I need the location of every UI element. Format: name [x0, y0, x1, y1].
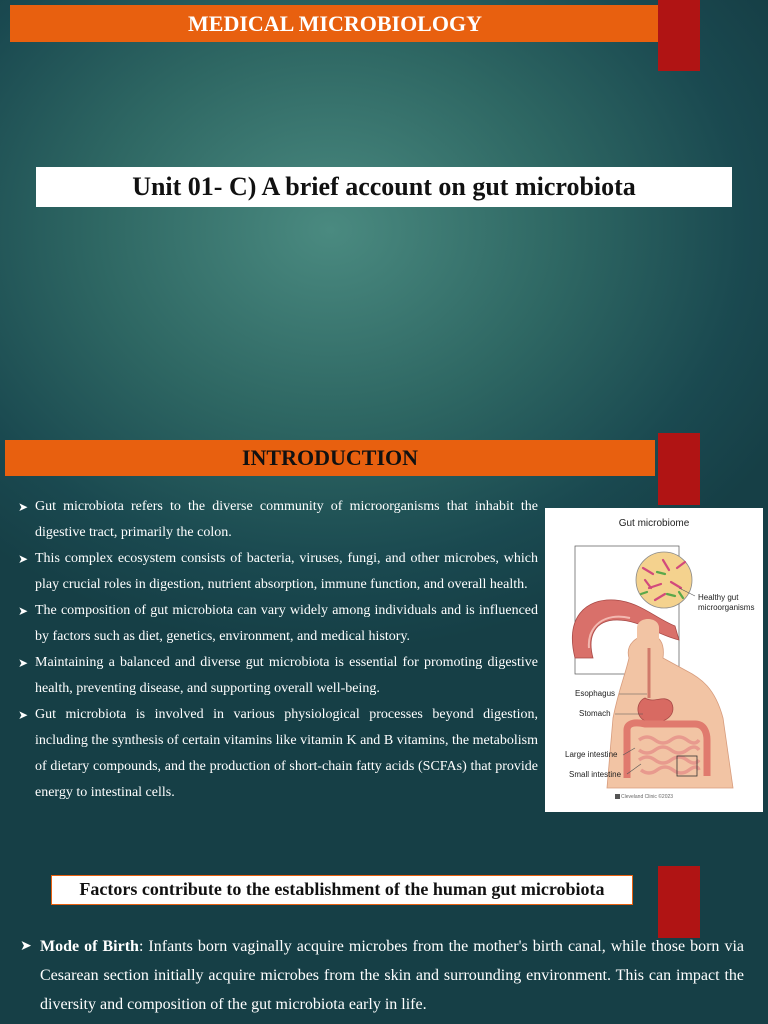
decorative-tab: [658, 0, 700, 71]
anatomy-illustration: [545, 508, 763, 812]
introduction-heading: INTRODUCTION: [5, 440, 655, 476]
label-small-intestine: Small intestine: [569, 770, 622, 779]
unit-title: Unit 01- C) A brief account on gut microbiota: [36, 167, 732, 207]
label-stomach: Stomach: [579, 709, 611, 718]
factor-name: Mode of Birth: [40, 938, 139, 955]
list-item: ➤ This complex ecosystem consists of bacteria, viruses, fungi, and other microbes, which play crucial roles in digestion, nutrient absorption, immune function, and overall health.: [18, 546, 538, 598]
list-item: ➤ Maintaining a balanced and diverse gut microbiota is essential for promoting digestive health, preventing disease, and supporting overall well-being.: [18, 650, 538, 702]
factor-text: : Infants born vaginally acquire microbes from the mother's birth canal, while those born via Cesarean section initially acquire microbes from the skin and surrounding environment. This can impact the diversity and composition of the gut microbiota early in life.: [40, 938, 745, 1013]
factors-heading: Factors contribute to the establishment of the human gut microbiota: [51, 875, 633, 905]
arrow-bullet-icon: ➤: [18, 604, 29, 618]
figure-credit: Cleveland Clinic ©2023: [621, 794, 674, 800]
list-item: ➤ Gut microbiota refers to the diverse community of microorganisms that inhabit the digestive tract, primarily the colon.: [18, 494, 538, 546]
arrow-bullet-icon: ➤: [20, 939, 32, 954]
label-large-intestine: Large intestine: [565, 750, 618, 759]
list-item: ➤ The composition of gut microbiota can vary widely among individuals and is influenced by factors such as diet, genetics, environment, and medical history.: [18, 598, 538, 650]
factors-list: [20, 932, 744, 1019]
figure-title: Gut microbiome: [618, 518, 690, 529]
list-item: [20, 932, 744, 1019]
course-header: MEDICAL MICROBIOLOGY: [10, 5, 660, 42]
arrow-bullet-icon: ➤: [18, 552, 29, 566]
arrow-bullet-icon: ➤: [18, 500, 29, 514]
label-esophagus: Esophagus: [575, 689, 616, 698]
list-item: ➤ Gut microbiota is involved in various physiological processes beyond digestion, including the synthesis of certain vitamins like vitamin K and B vitamins, the metabolism of dietary compounds, and the production of short-chain fatty acids (SCFAs) that provide energy to intestinal cells.: [18, 702, 538, 806]
gut-microbiome-figure: [545, 508, 763, 812]
arrow-bullet-icon: ➤: [18, 708, 29, 722]
introduction-list: [18, 494, 538, 806]
arrow-bullet-icon: ➤: [18, 656, 29, 670]
decorative-tab: [658, 433, 700, 505]
decorative-tab: [658, 866, 700, 938]
label-healthy-microorganisms: Healthy gut microorganisms: [698, 593, 755, 612]
